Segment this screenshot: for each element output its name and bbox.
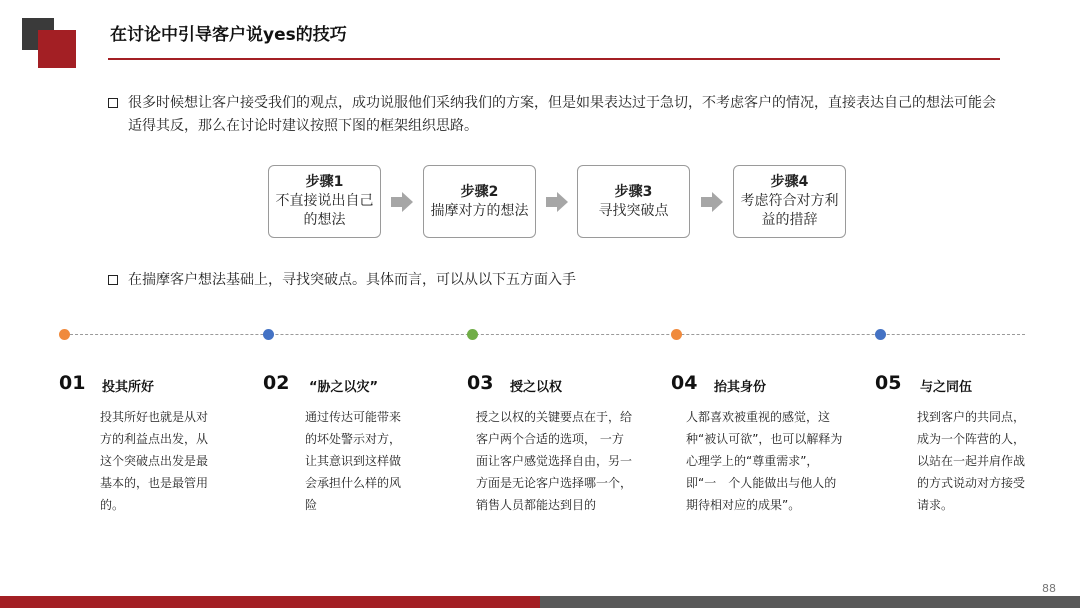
arrow-right-icon: [391, 192, 413, 212]
column-heading: “胁之以灾”: [309, 380, 379, 395]
column-number: 05: [875, 372, 902, 394]
column-number: 04: [671, 372, 698, 394]
square-bullet-icon: [108, 98, 118, 108]
timeline-dot-3: [467, 329, 478, 340]
step-card-3: [577, 165, 690, 238]
arrow-right-icon: [701, 192, 723, 212]
step-card-1: [268, 165, 381, 238]
step-title-4: 步骤4: [770, 174, 809, 190]
step-text-4: 考虑符合对方利益的措辞: [740, 193, 839, 228]
page-number: 88: [1042, 582, 1056, 595]
column-body: 人都喜欢被重视的感觉，这种“被认可欲”，也可以解释为心理学上的“尊重需求”，即“一 个人能做出与他人的期待相对应的成果”。: [686, 410, 843, 512]
column-body: 找到客户的共同点，成为一个阵营的人，以站在一起并肩作战的方式说动对方接受请求。: [917, 410, 1026, 512]
timeline-dot-4: [671, 329, 682, 340]
footer-red-bar: [0, 596, 540, 608]
column-number: 02: [263, 372, 290, 394]
step-card-4: [733, 165, 846, 238]
step-text-2: 揣摩对方的想法: [430, 202, 529, 219]
column-body: 通过传达可能带来的坏处警示对方，让其意识到这样做会承担什么样的风险: [305, 410, 402, 512]
column-body: 授之以权的关键要点在于，给客户两个合适的选项， 一方面让客户感觉选择自由，另一方面是无论客户选择哪一个，销售人员都能达到目的: [476, 410, 633, 512]
logo-red-square: [38, 30, 76, 68]
timeline-dot-5: [875, 329, 886, 340]
column-number: 01: [59, 372, 86, 394]
square-bullet-icon: [108, 275, 118, 285]
column-heading: 授之以权: [510, 380, 563, 395]
page-title: 在讨论中引导客户说yes的技巧: [110, 25, 347, 45]
column-number: 03: [467, 372, 494, 394]
bullet-item-1: [108, 92, 998, 138]
column-heading: 抬其身份: [714, 380, 767, 395]
step-text-1: 不直接说出自己的想法: [275, 193, 374, 228]
title-divider: [108, 58, 1000, 60]
step-title-3: 步骤3: [614, 183, 653, 200]
arrow-right-icon: [546, 192, 568, 212]
step-card-2: [423, 165, 536, 238]
step-title-1: 步骤1: [305, 174, 344, 190]
column-body: 投其所好也就是从对方的利益点出发，从这个突破点出发是最基本的，也是最管用的。: [100, 410, 209, 512]
timeline-dot-1: [59, 329, 70, 340]
step-text-3: 寻找突破点: [598, 202, 669, 219]
bullet-text-1: 很多时候想让客户接受我们的观点，成功说服他们采纳我们的方案，但是如果表达过于急切，不考虑客户的情况，直接表达自己的想法可能会适得其反，那么在讨论时建议按照下图的框架组织思路。: [128, 95, 996, 134]
bullet-item-2: [108, 269, 998, 292]
step-title-2: 步骤2: [460, 183, 499, 200]
column-heading: 与之同伍: [920, 380, 973, 395]
bullet-text-2: 在揣摩客户想法基础上，寻找突破点。具体而言，可以从以下五方面入手: [128, 272, 576, 288]
column-heading: 投其所好: [102, 380, 155, 395]
footer-gray-bar: [540, 596, 1080, 608]
timeline-dot-2: [263, 329, 274, 340]
